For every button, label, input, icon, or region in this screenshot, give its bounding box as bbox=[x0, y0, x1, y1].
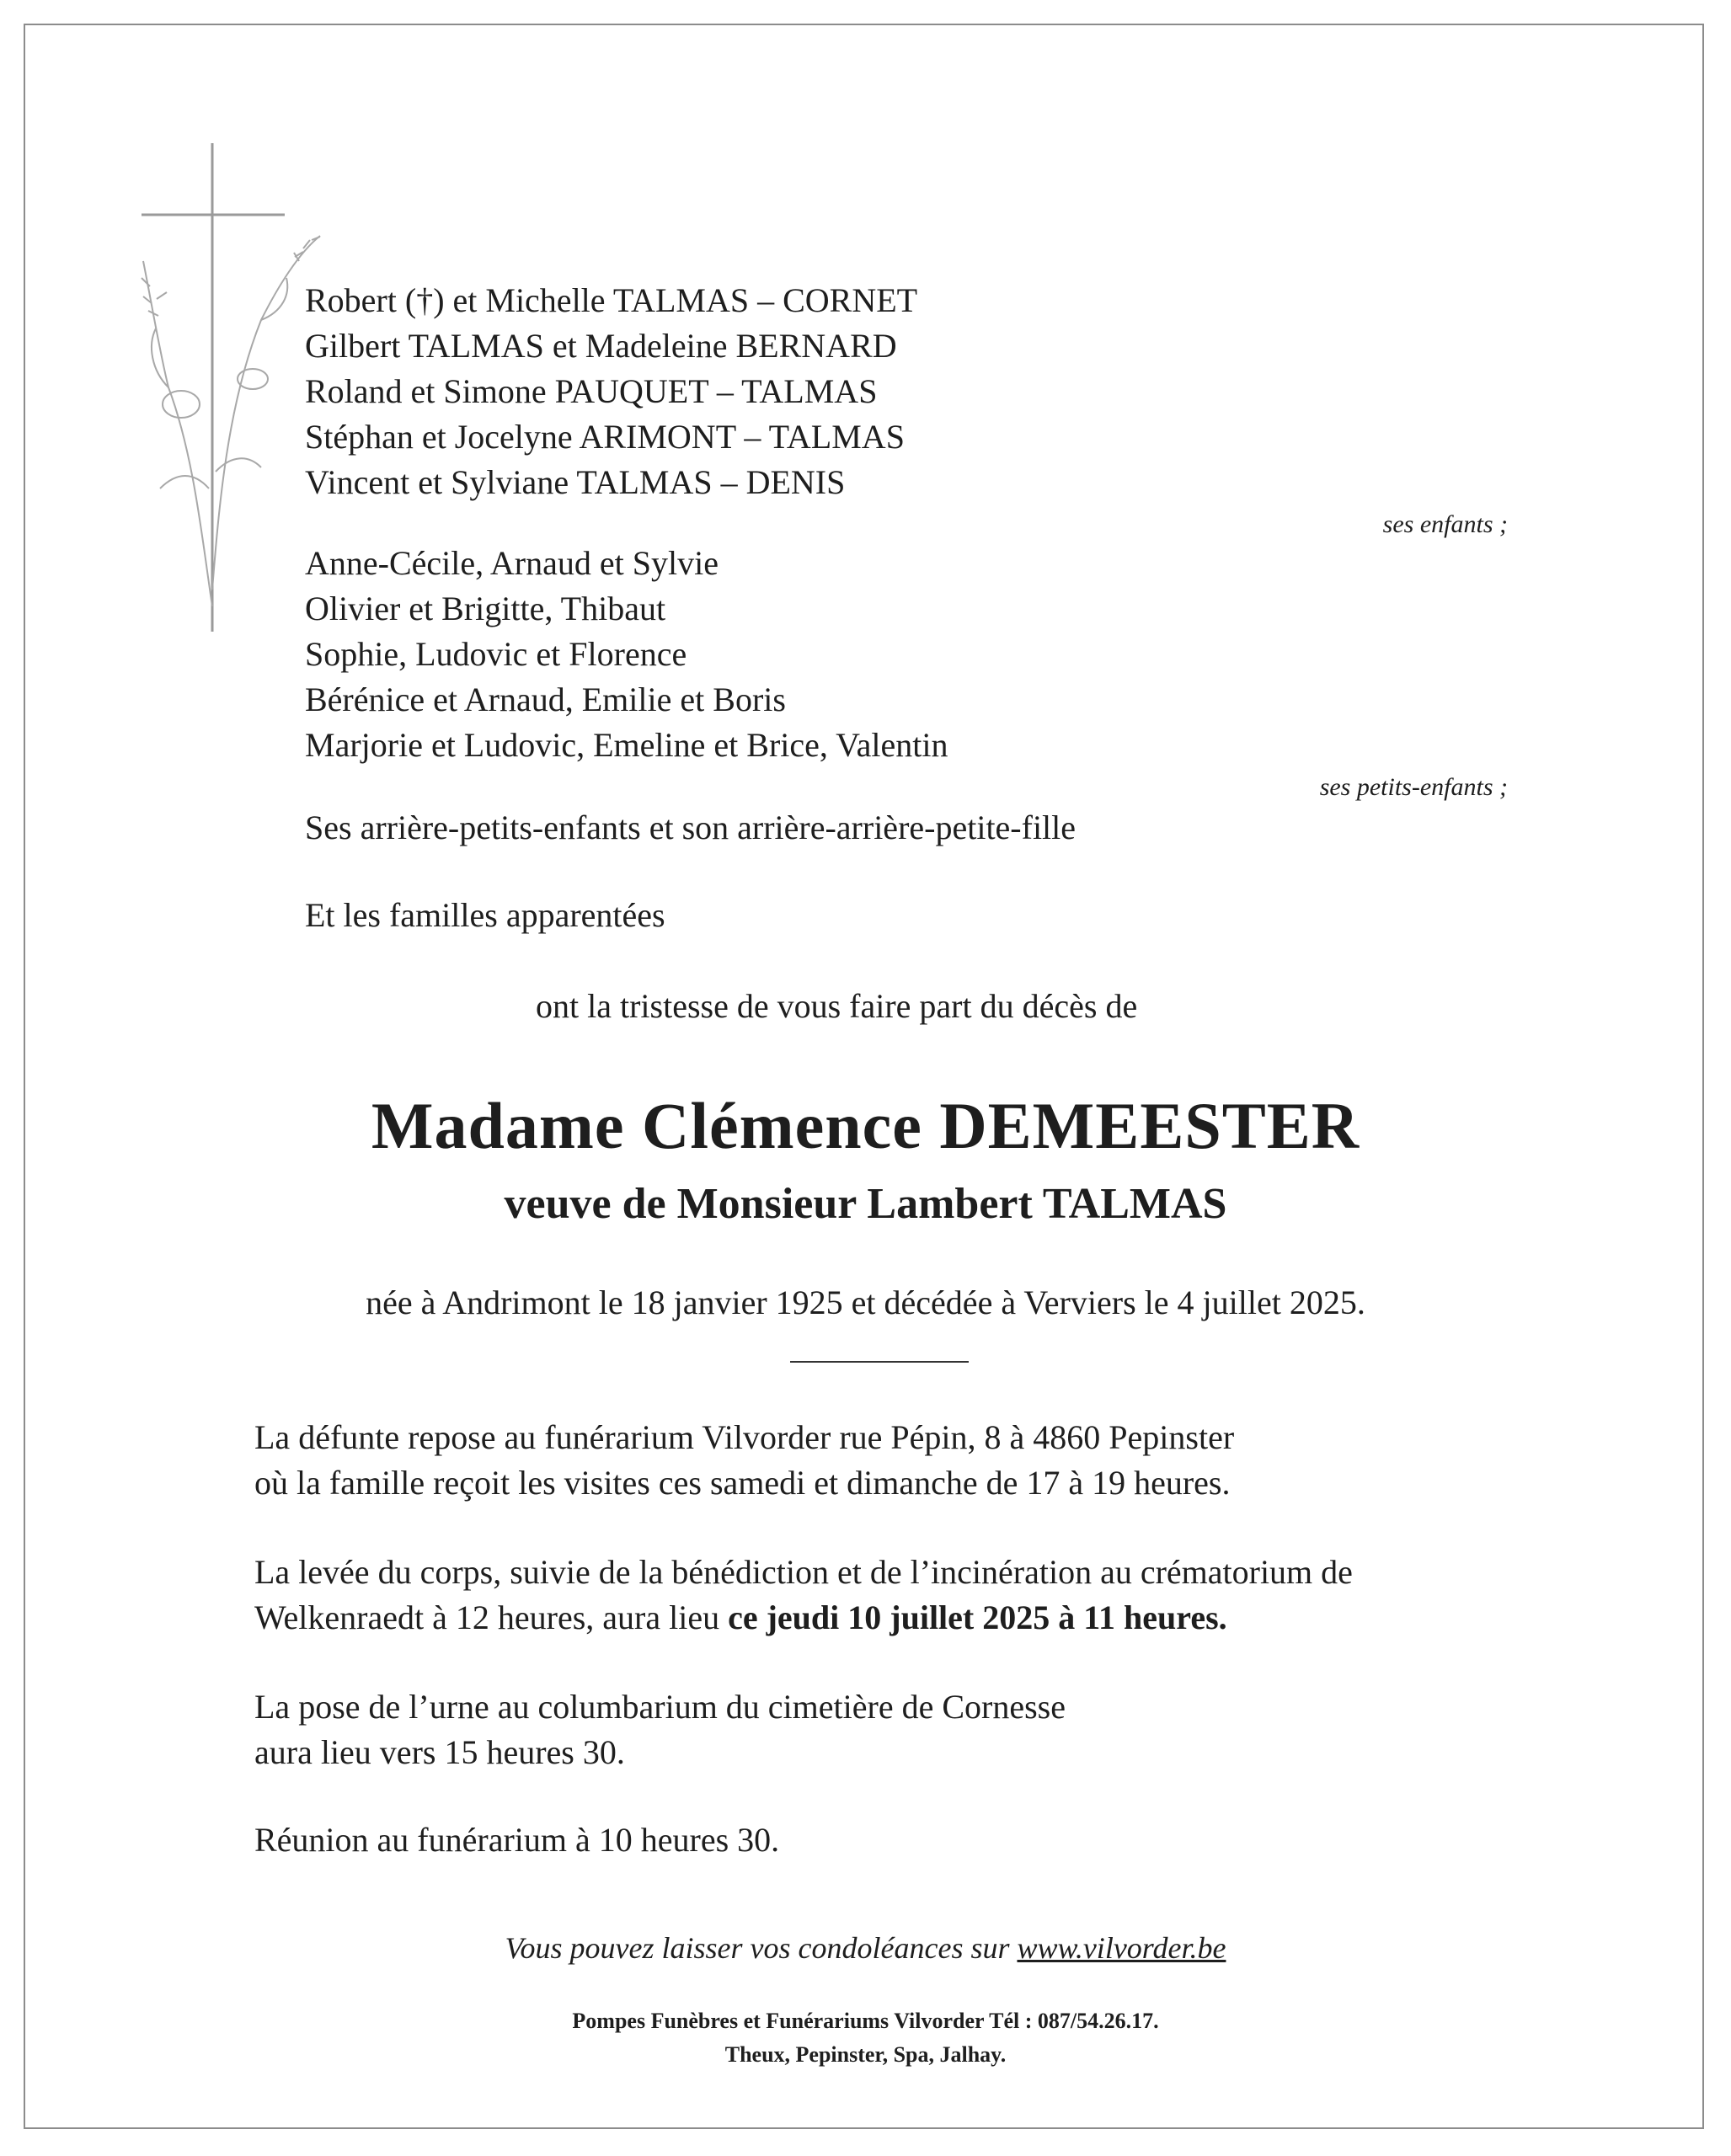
child-line: Robert (†) et Michelle TALMAS – CORNET bbox=[305, 281, 918, 319]
footer-line: Theux, Pepinster, Spa, Jalhay. bbox=[724, 2042, 1007, 2067]
child-line: Roland et Simone PAUQUET – TALMAS bbox=[305, 372, 878, 410]
families-line: Et les familles apparentées bbox=[305, 896, 665, 934]
ceremony-text: Welkenraedt à 12 heures, aura lieu bbox=[254, 1598, 729, 1636]
child-line: Gilbert TALMAS et Madeleine BERNARD bbox=[305, 327, 897, 365]
condolences-text: Vous pouvez laisser vos condoléances sur bbox=[505, 1931, 1018, 1965]
condolences-link[interactable]: www.vilvorder.be bbox=[1017, 1931, 1226, 1965]
footer-line: Pompes Funèbres et Funérariums Vilvorder Tél : 087/54.26.17. bbox=[572, 2009, 1159, 2033]
children-label: ses enfants ; bbox=[1382, 510, 1508, 538]
child-line: Stéphan et Jocelyne ARIMONT – TALMAS bbox=[305, 418, 905, 456]
deceased-name: Madame Clémence DEMEESTER bbox=[371, 1089, 1360, 1162]
condolences-line bbox=[0, 1930, 1731, 1966]
grandchildren-label: ses petits-enfants ; bbox=[1319, 773, 1508, 801]
divider bbox=[790, 1361, 969, 1363]
urn-line: La pose de l’urne au columbarium du cimetière de Cornesse bbox=[254, 1688, 1066, 1726]
grandchild-line: Sophie, Ludovic et Florence bbox=[305, 635, 687, 673]
announcement-line: ont la tristesse de vous faire part du décès de bbox=[536, 987, 1138, 1025]
child-line: Vincent et Sylviane TALMAS – DENIS bbox=[305, 463, 846, 501]
urn-line: aura lieu vers 15 heures 30. bbox=[254, 1733, 625, 1771]
birth-death-dates: née à Andrimont le 18 janvier 1925 et décédée à Verviers le 4 juillet 2025. bbox=[366, 1283, 1365, 1321]
great-grandchildren-line: Ses arrière-petits-enfants et son arrière-arrière-petite-fille bbox=[305, 808, 1077, 846]
grandchild-line: Olivier et Brigitte, Thibaut bbox=[305, 590, 666, 627]
meeting-line: Réunion au funérarium à 10 heures 30. bbox=[254, 1821, 780, 1859]
widow-of-line: veuve de Monsieur Lambert TALMAS bbox=[504, 1180, 1227, 1228]
rest-line: où la famille reçoit les visites ces samedi et dimanche de 17 à 19 heures. bbox=[254, 1464, 1231, 1502]
grandchild-line: Anne-Cécile, Arnaud et Sylvie bbox=[305, 544, 719, 582]
grandchild-line: Bérénice et Arnaud, Emilie et Boris bbox=[305, 680, 786, 718]
ceremony-line: La levée du corps, suivie de la bénédiction et de l’incinération au crématorium de bbox=[254, 1553, 1353, 1591]
ceremony-date: ce jeudi 10 juillet 2025 à 11 heures. bbox=[728, 1598, 1227, 1636]
ceremony-line bbox=[254, 1595, 1227, 1641]
grandchild-line: Marjorie et Ludovic, Emeline et Brice, Valentin bbox=[305, 726, 948, 764]
rest-line: La défunte repose au funérarium Vilvorder rue Pépin, 8 à 4860 Pepinster bbox=[254, 1418, 1235, 1456]
